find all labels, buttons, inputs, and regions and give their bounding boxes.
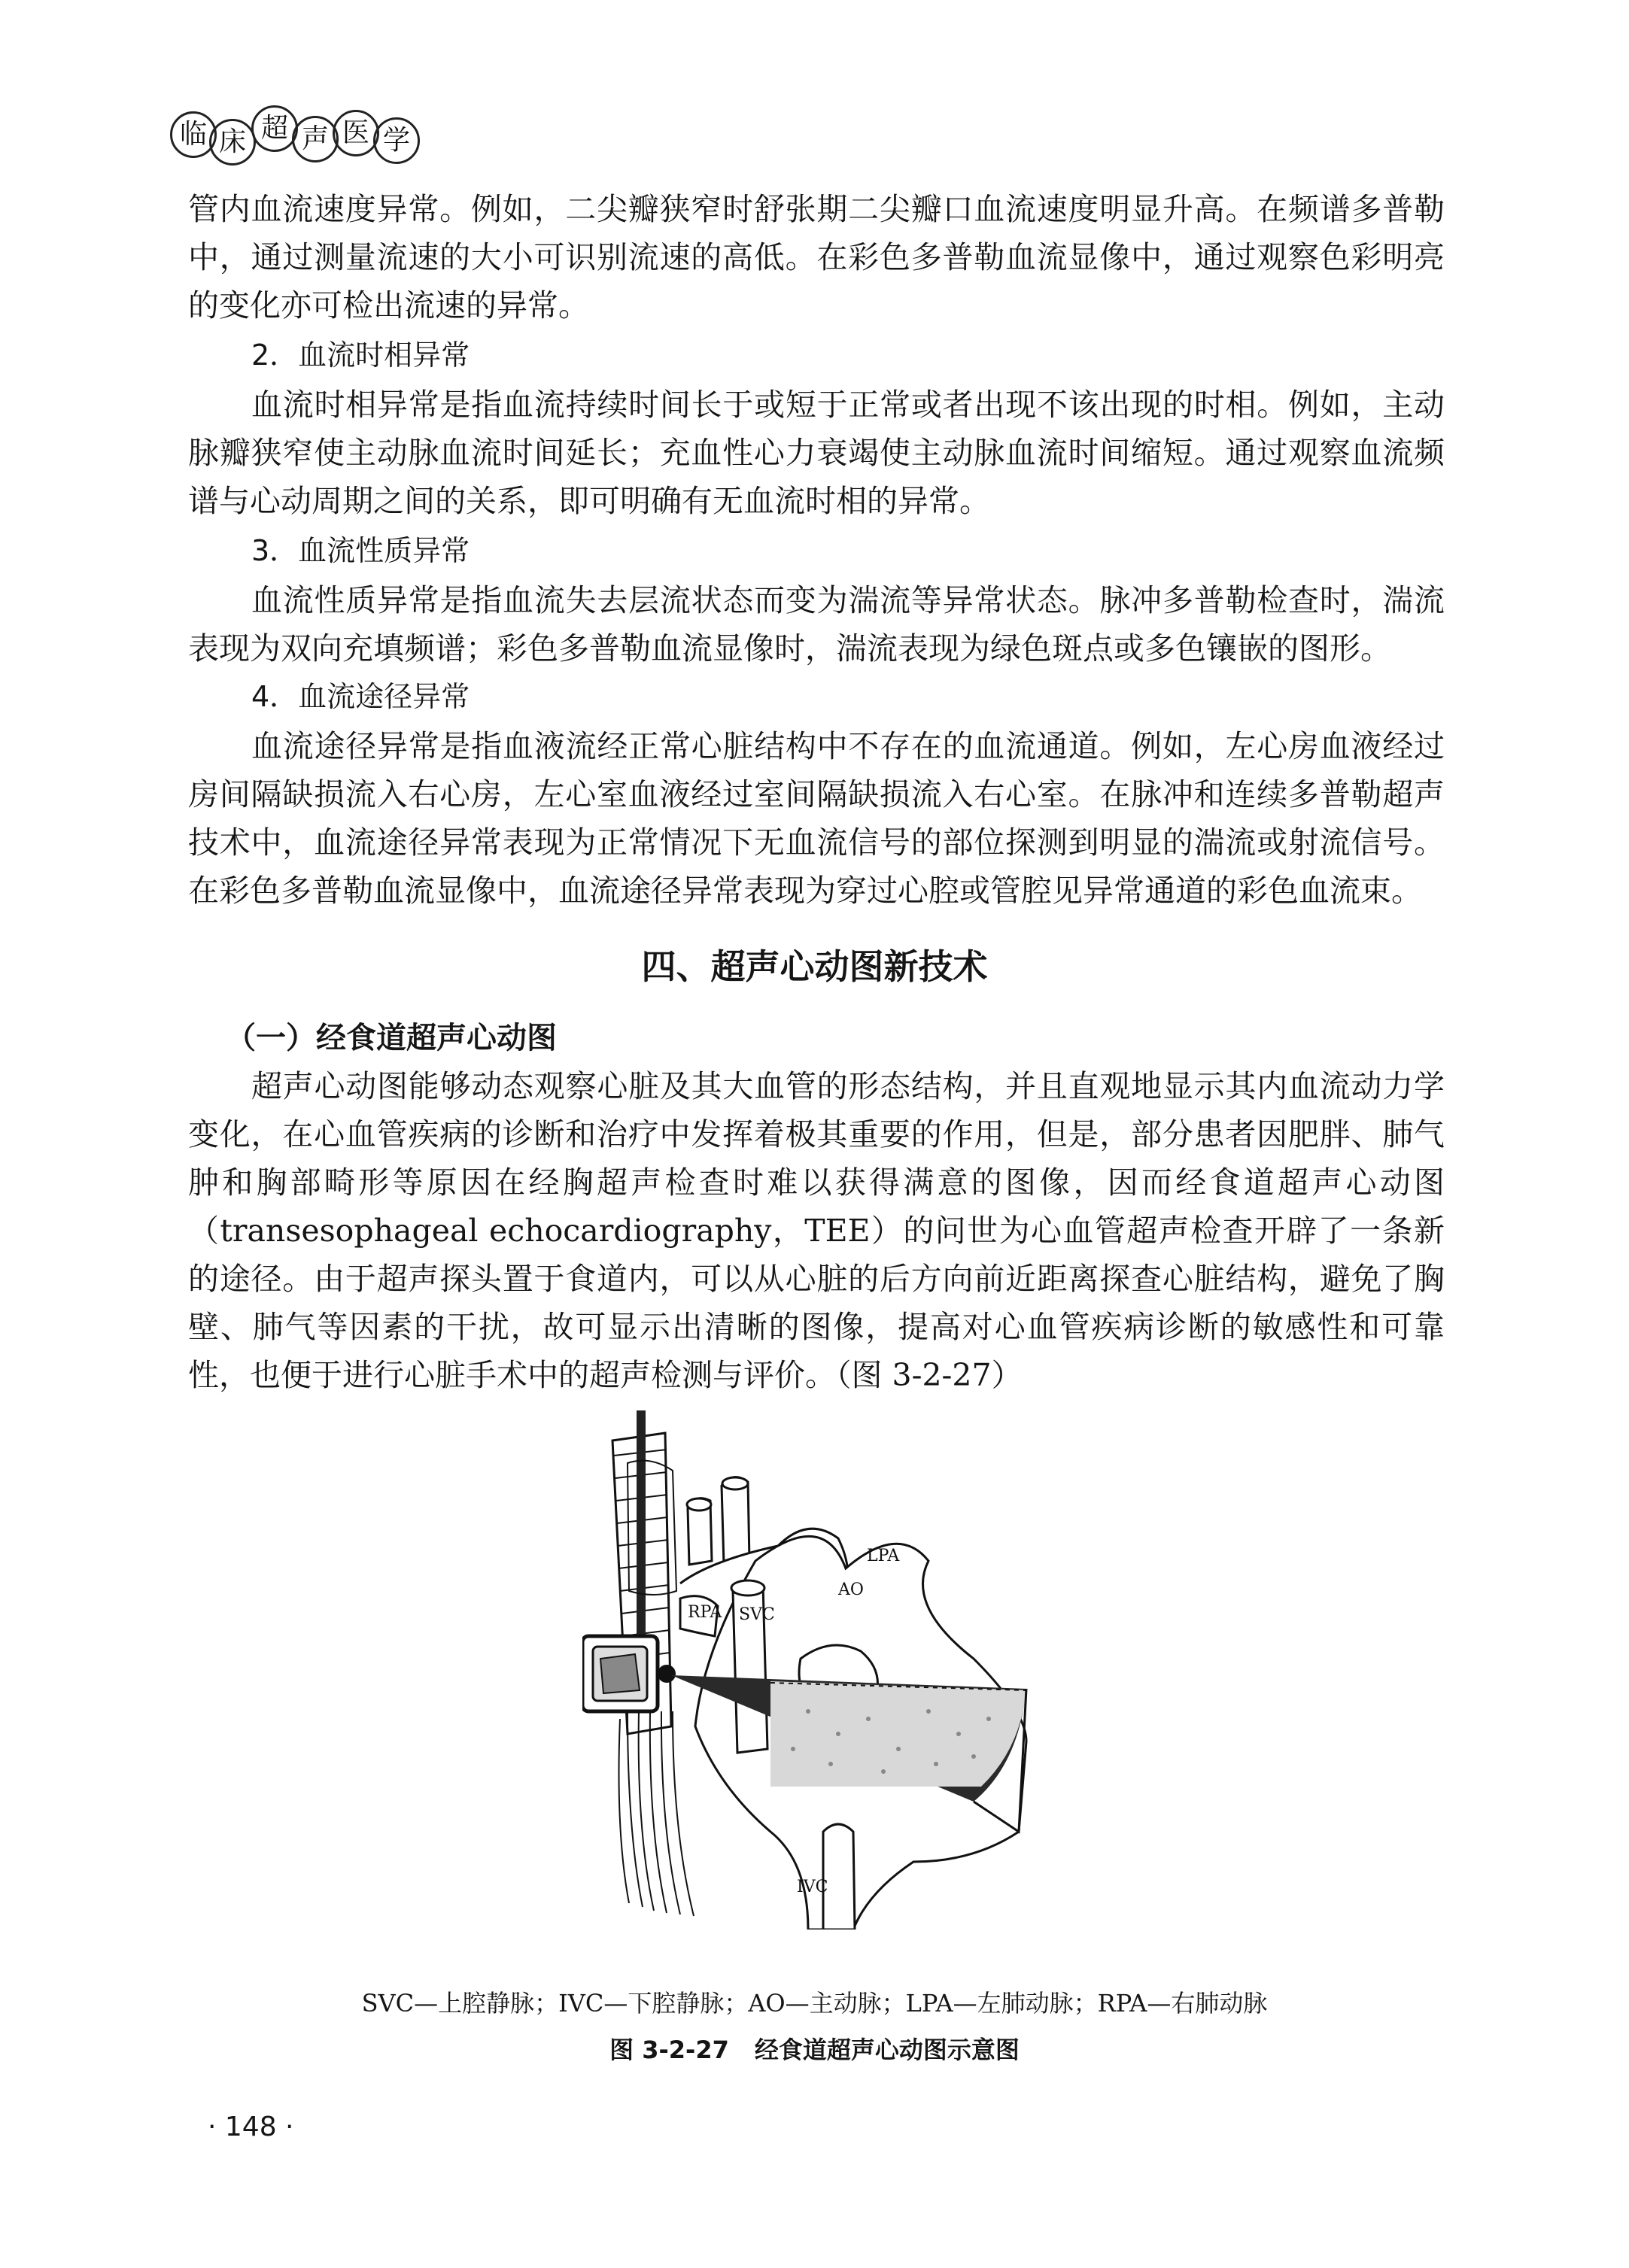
page-number: · 148 · <box>208 2112 294 2142</box>
header-char: 超 <box>251 105 298 152</box>
header-char: 床 <box>209 119 256 165</box>
label-rpa: RPA <box>688 1603 722 1622</box>
paragraph-pathway: 血流途径异常是指血液流经正常心脏结构中不存在的血流通道。例如，左心房血液经过房间隔缺损流入右心房，左心室血液经过室间隔缺损流入右心室。在脉冲和连续多普勒超声技术中，血流途径异常表现为正常情况下无血流信号的部位探测到明显的湍流或射流信号。在彩色多普勒血流显像中，血流途径异常表现为穿过心腔或管腔见异常通道的彩色血流束。 <box>188 728 1445 909</box>
header-char: 临 <box>170 111 217 158</box>
esophagus-fibers-icon <box>619 1711 694 1916</box>
subheading-phase: 2．血流时相异常 <box>251 339 470 372</box>
figure-title: 经食道超声心动图示意图 <box>754 2036 1020 2064</box>
running-header <box>170 98 426 156</box>
subheading-nature: 3．血流性质异常 <box>251 534 470 567</box>
header-char: 声 <box>292 116 339 162</box>
paragraph-tee: 超声心动图能够动态观察心脏及其大血管的形态结构，并且直观地显示其内血流动力学变化，在心血管疾病的诊断和治疗中发挥着极其重要的作用，但是，部分患者因肥胖、肺气肿和胸部畸形等原因在经胸超声检查时难以获得满意的图像，因而经食道超声心动图（transesophageal echocardiography，TEE）的问世为心血管超声检查开辟了一条新的途径。由于超声探头置于食道内，可以从心脏的后方向前近距离探查心脏结构，避免了胸壁、肺气等因素的干扰，故可显示出清晰的图像，提高对心血管疾病诊断的敏感性和可靠性，也便于进行心脏手术中的超声检测与评价。（图 3-2-27） <box>188 1068 1445 1393</box>
figure-number: 图 3-2-27 <box>609 2036 729 2064</box>
paragraph-phase: 血流时相异常是指血流持续时间长于或短于正常或者出现不该出现的时相。例如，主动脉瓣狭窄使主动脉血流时间延长；充血性心力衰竭使主动脉血流时间缩短。通过观察血流频谱与心动周期之间的关系，即可明确有无血流时相的异常。 <box>188 387 1445 519</box>
tee-diagram <box>582 1410 1071 1929</box>
figure-caption <box>0 2031 1629 2069</box>
paragraph-flow-speed: 管内血流速度异常。例如，二尖瓣狭窄时舒张期二尖瓣口血流速度明显升高。在频谱多普勒中，通过测量流速的大小可识别流速的高低。在彩色多普勒血流显像中，通过观察色彩明亮的变化亦可检出流速的异常。 <box>188 191 1445 323</box>
header-char: 学 <box>373 117 420 164</box>
label-lpa: LPA <box>867 1547 900 1565</box>
subheading-pathway: 4．血流途径异常 <box>251 680 470 713</box>
label-ivc: IVC <box>797 1878 828 1896</box>
label-svc: SVC <box>739 1605 775 1624</box>
header-char: 医 <box>333 110 379 156</box>
ivc-vessel-icon <box>823 1824 855 1929</box>
paragraph-nature: 血流性质异常是指血流失去层流状态而变为湍流等异常状态。脉冲多普勒检查时，湍流表现为双向充填频谱；彩色多普勒血流显像时，湍流表现为绿色斑点或多色镶嵌的图形。 <box>188 582 1445 666</box>
subsection-title: （一）经食道超声心动图 <box>226 1021 557 1055</box>
section-title: 四、超声心动图新技术 <box>641 946 988 987</box>
label-ao: AO <box>838 1580 864 1599</box>
figure-legend: SVC—上腔静脉；IVC—下腔静脉；AO—主动脉；LPA—左肺动脉；RPA—右肺动脉 <box>361 1989 1268 2018</box>
